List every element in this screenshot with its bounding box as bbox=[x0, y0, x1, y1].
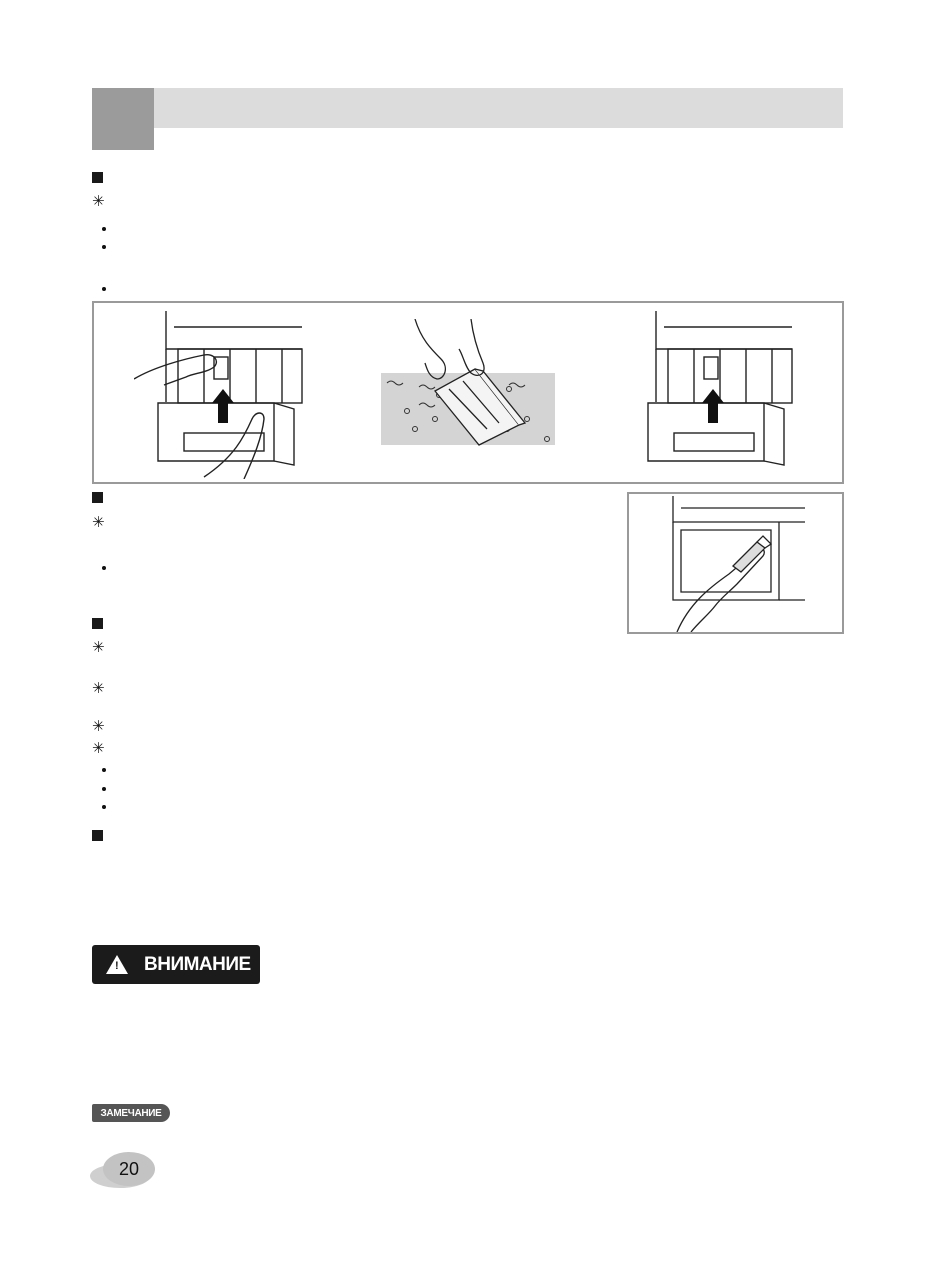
asterisk-marker: ✳ bbox=[92, 638, 105, 656]
brush-cleaning-illustration bbox=[629, 494, 842, 632]
section-marker bbox=[92, 492, 103, 503]
insert-drawer-illustration bbox=[628, 307, 858, 479]
bullet bbox=[102, 287, 106, 291]
warning-label bbox=[92, 945, 260, 984]
dispenser-recess-cleaning-illustration bbox=[627, 492, 844, 634]
section-marker bbox=[92, 618, 103, 629]
warning-text: ВНИМАНИЕ bbox=[144, 953, 251, 975]
asterisk-marker: ✳ bbox=[92, 513, 105, 531]
section-tab bbox=[92, 88, 154, 150]
asterisk-marker: ✳ bbox=[92, 679, 105, 697]
bullet bbox=[102, 805, 106, 809]
note-label: ЗАМЕЧАНИЕ bbox=[92, 1104, 170, 1122]
section-marker bbox=[92, 172, 103, 183]
bullet bbox=[102, 787, 106, 791]
asterisk-marker: ✳ bbox=[92, 739, 105, 757]
bullet bbox=[102, 566, 106, 570]
wash-drawer-illustration bbox=[379, 319, 559, 449]
asterisk-marker: ✳ bbox=[92, 717, 105, 735]
bullet bbox=[102, 245, 106, 249]
page-number: 20 bbox=[103, 1152, 155, 1186]
section-header-bar bbox=[154, 88, 843, 128]
remove-drawer-illustration bbox=[134, 307, 364, 479]
section-marker bbox=[92, 830, 103, 841]
warning-triangle-icon: ! bbox=[106, 955, 128, 974]
bullet bbox=[102, 768, 106, 772]
bullet bbox=[102, 227, 106, 231]
dispenser-illustrations bbox=[92, 301, 844, 484]
asterisk-marker: ✳ bbox=[92, 192, 105, 210]
